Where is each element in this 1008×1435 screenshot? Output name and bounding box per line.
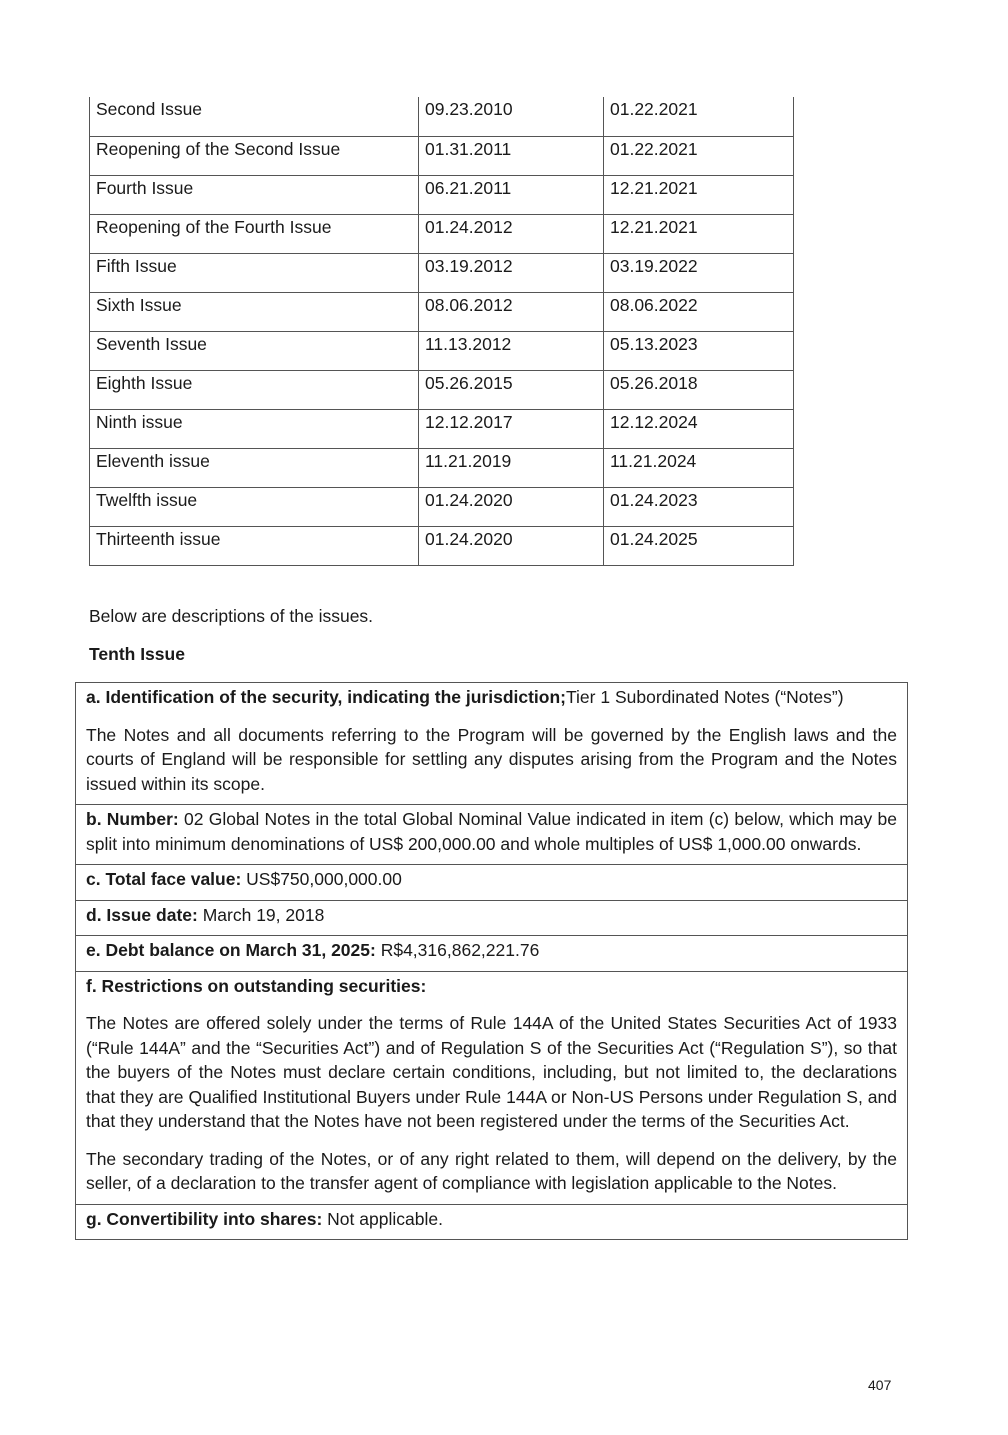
debt-balance-line: [86, 938, 897, 963]
issue-name: Fourth Issue: [90, 175, 419, 214]
page-number: 407: [868, 1377, 892, 1393]
table-row: [90, 97, 794, 136]
desc-row-number: [76, 805, 907, 865]
issue-date: 05.26.2015: [419, 370, 604, 409]
maturity-date: 01.22.2021: [604, 97, 794, 136]
issue-date: 11.21.2019: [419, 448, 604, 487]
maturity-date: 12.21.2021: [604, 175, 794, 214]
issue-date: 08.06.2012: [419, 292, 604, 331]
convertibility-label: g. Convertibility into shares:: [86, 1208, 323, 1229]
desc-row-issue-date: [76, 901, 907, 937]
issue-date-line: [86, 903, 897, 928]
issues-table: [89, 97, 794, 566]
issue-name: Reopening of the Second Issue: [90, 136, 419, 175]
issue-date-value: March 19, 2018: [197, 904, 325, 925]
table-row: [90, 136, 794, 175]
debt-balance-value: R$4,316,862,221.76: [375, 940, 540, 960]
maturity-date: 01.22.2021: [604, 136, 794, 175]
table-row: [90, 487, 794, 526]
desc-row-restrictions: [76, 972, 907, 1205]
issue-date: 09.23.2010: [419, 97, 604, 136]
issue-date: 03.19.2012: [419, 253, 604, 292]
restrictions-paragraph-1: The Notes are offered solely under the terms of Rule 144A of the United States Securities Act of 1933 (“Rule 144A” and the “Securities Act”) and of Regulation S of the Securities Act (“Regulation S”), so that the buyers of the Notes must declare certain conditions, including, but not limited to, the declarations that they are Qualified Institutional Buyers under Rule 144A or Non-US Persons under Regulation S, and that they understand that the Notes have not been registered under the terms of the Securities Act.: [86, 1013, 897, 1131]
governing-law-paragraph: The Notes and all documents referring to the Program will be governed by the English laws and the courts of England will be responsible for settling any disputes arising from the Program and the Notes issued within its scope.: [86, 724, 897, 794]
issue-date: 01.24.2020: [419, 526, 604, 565]
face-value-value: US$750,000,000.00: [241, 869, 402, 889]
identification-line: [86, 685, 897, 710]
issue-name: Ninth issue: [90, 409, 419, 448]
convertibility-line: [86, 1207, 897, 1232]
desc-row-debt-balance: [76, 936, 907, 972]
table-row: [90, 448, 794, 487]
issue-date: 01.24.2012: [419, 214, 604, 253]
maturity-date: 05.13.2023: [604, 331, 794, 370]
desc-row-identification: [76, 683, 907, 805]
issue-name: Fifth Issue: [90, 253, 419, 292]
desc-row-face-value: [76, 865, 907, 901]
table-row: [90, 409, 794, 448]
section-title: Tenth Issue: [89, 644, 185, 664]
convertibility-value: Not applicable.: [322, 1208, 443, 1229]
intro-text: Below are descriptions of the issues.: [89, 606, 374, 626]
issue-date: 11.13.2012: [419, 331, 604, 370]
maturity-date: 08.06.2022: [604, 292, 794, 331]
issue-name: Thirteenth issue: [90, 526, 419, 565]
number-label: b. Number:: [86, 809, 179, 829]
table-row: [90, 175, 794, 214]
issue-name: Eleventh issue: [90, 448, 419, 487]
number-line: [86, 807, 897, 856]
desc-row-convertibility: [76, 1205, 907, 1240]
face-value-label: c. Total face value:: [86, 869, 242, 889]
maturity-date: 01.24.2023: [604, 487, 794, 526]
issue-name: Twelfth issue: [90, 487, 419, 526]
restrictions-paragraph-2: The secondary trading of the Notes, or of any right related to them, will depend on the delivery, by the seller, of a declaration to the transfer agent of compliance with legislation applicable to the Notes.: [86, 1148, 897, 1193]
issue-date: 12.12.2017: [419, 409, 604, 448]
issue-date-label: d. Issue date:: [86, 904, 198, 925]
maturity-date: 01.24.2025: [604, 526, 794, 565]
restrictions-label: f. Restrictions on outstanding securities:: [86, 975, 427, 996]
issue-name: Reopening of the Fourth Issue: [90, 214, 419, 253]
maturity-date: 05.26.2018: [604, 370, 794, 409]
issue-name: Seventh Issue: [90, 331, 419, 370]
face-value-line: [86, 867, 897, 892]
table-row: [90, 331, 794, 370]
issues-table-body: [90, 97, 794, 565]
table-row: [90, 214, 794, 253]
table-row: [90, 526, 794, 565]
table-row: [90, 292, 794, 331]
issue-date: 01.24.2020: [419, 487, 604, 526]
issue-date: 06.21.2011: [419, 175, 604, 214]
maturity-date: 03.19.2022: [604, 253, 794, 292]
issue-date: 01.31.2011: [419, 136, 604, 175]
table-row: [90, 370, 794, 409]
restrictions-line: [86, 974, 897, 999]
debt-balance-label: e. Debt balance on March 31, 2025:: [86, 940, 376, 960]
number-value: 02 Global Notes in the total Global Nominal Value indicated in item (c) below, which may be split into minimum denominations of US$ 200,000.00 and whole multiples of US$ 1,000.00 onwards.: [86, 809, 897, 854]
issue-name: Sixth Issue: [90, 292, 419, 331]
table-row: [90, 253, 794, 292]
description-table: [75, 682, 908, 1240]
issue-name: Second Issue: [90, 97, 419, 136]
issue-name: Eighth Issue: [90, 370, 419, 409]
maturity-date: 12.21.2021: [604, 214, 794, 253]
identification-value: Tier 1 Subordinated Notes (“Notes”): [566, 687, 844, 707]
identification-label: a. Identification of the security, indicating the jurisdiction;: [86, 687, 566, 707]
maturity-date: 12.12.2024: [604, 409, 794, 448]
maturity-date: 11.21.2024: [604, 448, 794, 487]
